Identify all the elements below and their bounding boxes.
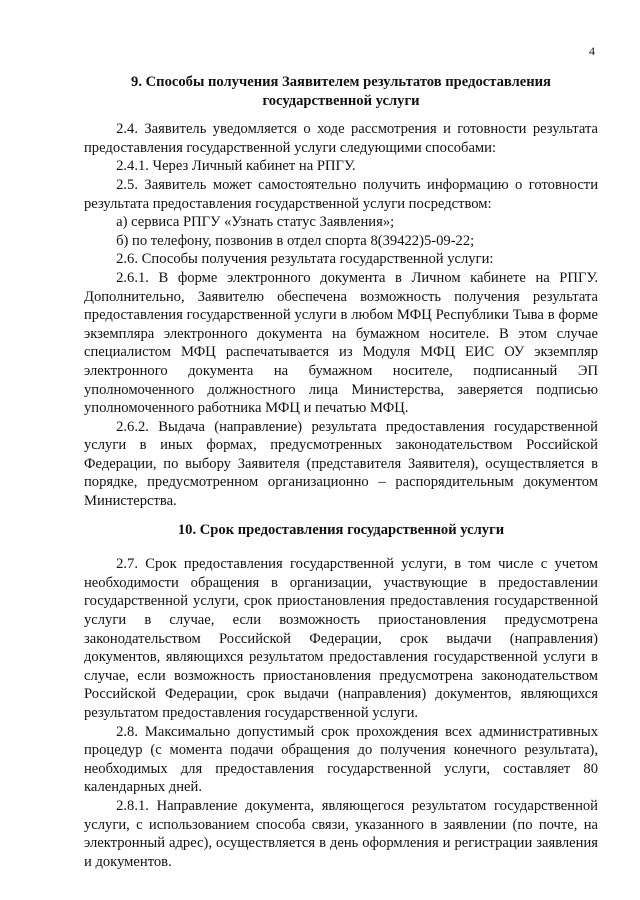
paragraph-2-5-b: б) по телефону, позвонив в отдел спорта 8(39422)5-09-22; (116, 232, 475, 249)
paragraph-2-5-a: а) сервиса РПГУ «Узнать статус Заявления»; (116, 214, 395, 231)
paragraph-2-7: 2.7. Срок предоставления государственной услуги, в том числе с учетом необходимости обращения в организации, участвующие в предоставлении государственной услуги, срок приостановления предоставления государственной услуги в случае, если возможность приостановления предусмотрена законодательством Российской Федерации, срок выдачи (направления) документов, являющихся результатом предоставления государственной услуги в случае, если возможность приостановления предусмотрена законодательством Российской Федерации, срок выдачи (направления) документов, являющихся результатом предоставления государственной услуги. (84, 556, 598, 721)
section-9-heading (84, 73, 598, 110)
document-body (84, 73, 598, 871)
section-9-heading-line-2: государственной услуги (262, 92, 420, 109)
section-10-heading: 10. Срок предоставления государственной услуги (177, 521, 505, 538)
paragraph-2-6-2: 2.6.2. Выдача (направление) результата предоставления государственной услуги в иных формах, предусмотренных законодательством Российской Федерации, по выбору Заявителя (представителя Заявителя), осуществляется в порядке, предусмотренном организационно – распорядительным документом Министерства. (84, 418, 598, 510)
paragraph-2-6-1: 2.6.1. В форме электронного документа в Личном кабинете на РПГУ. Дополнительно, Заявителю обеспечена возможность получения результата предоставления государственной услуги в любом МФЦ Республики Тыва в форме экземпляра электронного документа на бумажном носителе. В этом случае специалистом МФЦ распечатывается из Модуля МФЦ ЕИС ОУ экземпляр электронного документа на бумажном носителе, подписанный ЭП уполномоченного должностного лица Министерства, заверяется подписью уполномоченного работника МФЦ и печатью МФЦ. (84, 269, 598, 417)
paragraph-2-4-1: 2.4.1. Через Личный кабинет на РПГУ. (116, 158, 356, 175)
paragraph-2-6: 2.6. Способы получения результата государственной услуги: (116, 251, 494, 268)
page-number: 4 (589, 44, 595, 58)
paragraph-2-8-1: 2.8.1. Направление документа, являющегося результатом государственной услуги, с использованием способа связи, указанного в заявлении (по почте, на электронный адрес), осуществляется в день оформления и регистрации заявления и документов. (84, 797, 598, 870)
paragraph-2-4: 2.4. Заявитель уведомляется о ходе рассмотрения и готовности результата предоставления государственной услуги следующими способами: (84, 121, 598, 156)
paragraph-2-5: 2.5. Заявитель может самостоятельно получить информацию о готовности результата предоставления государственной услуги посредством: (84, 176, 598, 212)
paragraph-2-8: 2.8. Максимально допустимый срок прохождения всех административных процедур (с момента подачи обращения до получения конечного результата), необходимых для предоставления государственной услуги, составляет 80 календарных дней. (84, 723, 598, 796)
section-9-heading-line-1: 9. Способы получения Заявителем результатов предоставления (131, 74, 551, 90)
